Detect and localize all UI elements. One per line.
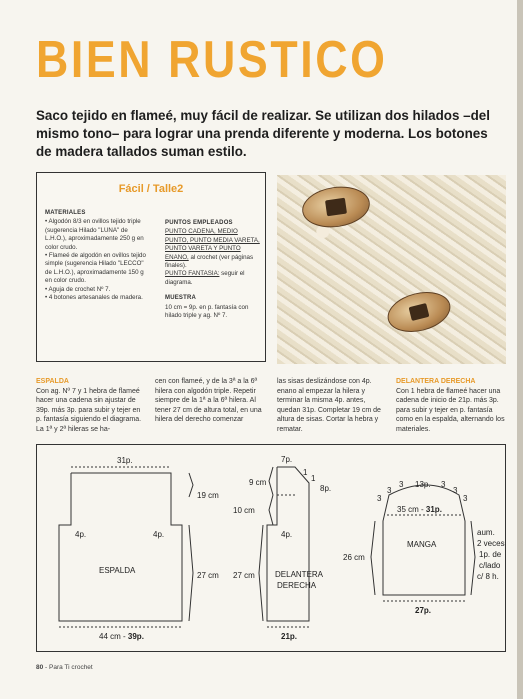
page-footer xyxy=(36,664,93,671)
stitches-note: al crochet (ver páginas finales). xyxy=(165,253,254,270)
sleeve-width xyxy=(397,505,442,514)
sleeve-width-cm: 35 cm - xyxy=(397,505,426,514)
increase-note: c/ 8 h. xyxy=(477,572,499,581)
magazine-name: - Para Ti crochet xyxy=(43,664,93,671)
back-top-label: 31p. xyxy=(117,456,133,465)
dim-27cm-front: 27 cm xyxy=(233,571,255,580)
text-col-2 xyxy=(155,377,265,425)
fantasy-stitch-note: seguir el diagrama. xyxy=(165,270,245,286)
back-instructions: Con ag. Nº 7 y 1 hebra de flameé hacer una cadena sin ajustar de 39p. más 3p. para subir y tejer en p. fantasía siguiendo el diagrama. La 1ª y 2ª hileras se ha- xyxy=(36,387,142,433)
difficulty-size-title: Fácil / Talle2 xyxy=(118,183,184,195)
dim-27cm-back: 27 cm xyxy=(197,571,219,580)
front-bottom-stitches: 21p. xyxy=(281,632,298,641)
sleeve-height: 26 cm xyxy=(343,553,365,562)
gauge-text: 10 cm = 9p. en p. fantasía con hilado triple y ag. Nº 7. xyxy=(165,303,249,320)
front-name-1: DELANTERA xyxy=(275,570,324,579)
front-heading: DELANTERA DERECHA xyxy=(396,378,476,385)
sleeve-bottom-stitches: 27p. xyxy=(415,606,432,615)
front-instructions: Con 1 hebra de flameé hacer una cadena de inicio de 21p. más 3p. para subir y tejer en p. fantasía como en la espalda, alternando los materiales. xyxy=(396,387,505,433)
fantasy-stitch-text xyxy=(165,270,261,287)
increase-note: 2 veces xyxy=(477,539,505,548)
dim-19cm: 19 cm xyxy=(197,491,219,500)
page-number: 80 xyxy=(36,664,44,671)
material-item: • Flameé de algodón en ovillos tejido simple (sugerencia Hilado "LECCO" de L.H.O.), aproximadamente 150 g en color crudo. xyxy=(45,252,146,285)
page-title: BIEN RUSTICO xyxy=(36,31,388,89)
increase-note: 1p. de xyxy=(479,550,502,559)
back-name-label: ESPALDA xyxy=(99,566,136,575)
sleeve-three: 3 xyxy=(399,480,404,489)
fantasy-stitch-label: PUNTO FANTASIA: xyxy=(165,270,220,278)
wooden-button-image xyxy=(383,286,454,338)
increase-note: c/lado xyxy=(479,561,501,570)
material-item: • Aguja de crochet Nº 7. xyxy=(45,285,111,293)
sleeve-three: 3 xyxy=(377,494,382,503)
back-inset-right: 4p. xyxy=(153,530,165,539)
front-8p: 8p. xyxy=(320,484,332,493)
stitches-text xyxy=(165,228,261,270)
pattern-diagram xyxy=(36,444,506,652)
stitches-list: PUNTO CADENA, MEDIO PUNTO, PUNTO MEDIA VARETA, PUNTO VARETA Y PUNTO ENANO, xyxy=(165,228,260,261)
sleeve-width-stitches: 31p. xyxy=(425,505,442,514)
dim-10cm: 10 cm xyxy=(233,506,255,515)
back-bottom-cm xyxy=(99,632,144,641)
stitches-heading: PUNTOS EMPLEADOS xyxy=(165,220,233,226)
front-inset: 4p. xyxy=(281,530,293,539)
increase-note: aum. xyxy=(477,528,495,537)
gauge-heading: MUESTRA xyxy=(165,295,197,302)
stitches-column xyxy=(165,219,261,320)
text-col-4 xyxy=(396,377,506,435)
dim-9cm: 9 cm xyxy=(249,478,267,487)
diagram-svg xyxy=(37,445,507,653)
materials-column xyxy=(45,209,147,302)
intro-paragraph: Saco tejido en flameé, muy fácil de realizar. Se utilizan dos hilados –del mismo tono– para lograr una prenda diferente y moderna. Los botones de madera tallados suman estilo. xyxy=(36,108,490,159)
back-instructions-end: las sisas deslizándose con 4p. enano al empezar la hilera y terminar la misma 4p. antes, quedan 31p. Completar 19 cm de altura de sisas. Cortar la hebra y rematar. xyxy=(277,378,381,433)
material-item: • 4 botones artesanales de madera. xyxy=(45,294,143,302)
text-col-1 xyxy=(36,377,146,435)
wooden-button-image xyxy=(300,182,373,231)
sleeve-name: MANGA xyxy=(407,540,437,549)
front-name-2: DERECHA xyxy=(277,581,317,590)
material-item: • Algodón 8/3 en ovillos tejido triple (sugerencia Hilado "LUNA" de L.H.O.), aproximadamente 250 g en color crudo. xyxy=(45,218,144,251)
front-step-1b: 1 xyxy=(311,474,316,483)
sleeve-three: 3 xyxy=(463,494,468,503)
text-col-3 xyxy=(277,377,387,435)
sleeve-three: 3 xyxy=(441,480,446,489)
back-inset-left: 4p. xyxy=(75,530,87,539)
sleeve-three: 3 xyxy=(453,486,458,495)
knit-photo xyxy=(277,175,506,364)
back-shape xyxy=(59,473,182,621)
materials-box xyxy=(36,172,266,362)
sleeve-top-label: 13p. xyxy=(415,480,431,489)
front-step-1a: 1 xyxy=(303,468,308,477)
front-top-label: 7p. xyxy=(281,455,293,464)
materials-heading: MATERIALES xyxy=(45,210,86,216)
back-heading: ESPALDA xyxy=(36,378,69,385)
back-instructions-cont: cen con flameé, y de la 3ª a la 6ª hilera con algodón triple. Repetir siempre de la 1ª a la 6ª hilera. Al tener 27 cm de altura total, en una hilera del derecho comenzar xyxy=(155,378,262,424)
sleeve-three: 3 xyxy=(387,486,392,495)
back-bottom-stitches: 39p. xyxy=(127,632,144,641)
back-bottom-cm-value: 44 cm - xyxy=(99,632,128,641)
front-shape xyxy=(267,467,309,621)
